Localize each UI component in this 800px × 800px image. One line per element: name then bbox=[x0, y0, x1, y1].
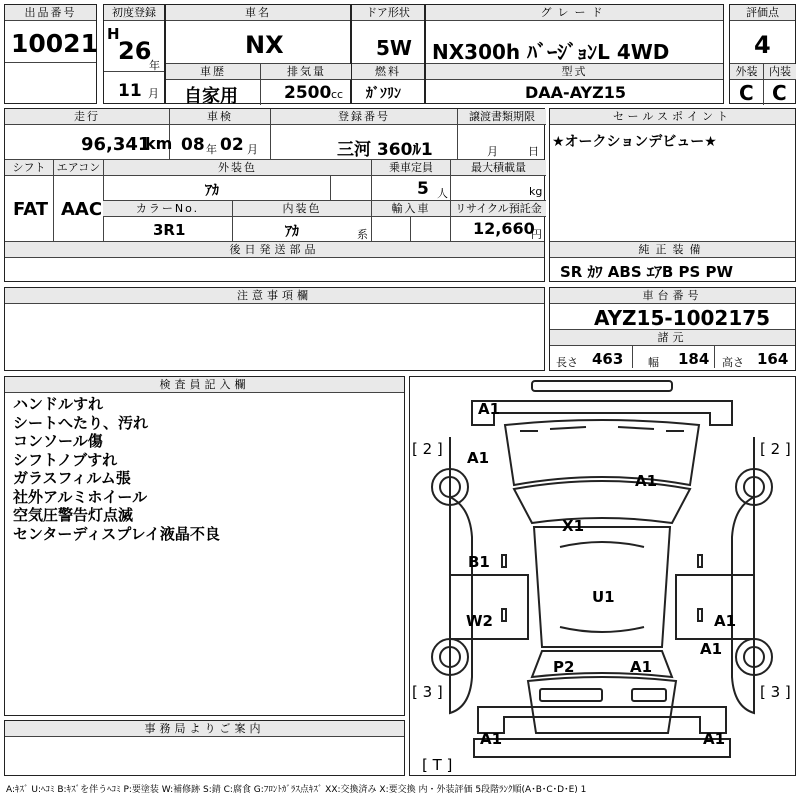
int-color: ｱｶ bbox=[285, 224, 299, 240]
door-box bbox=[351, 4, 425, 104]
mark-rear-right: A1 bbox=[630, 658, 653, 676]
inspection-year: 08 bbox=[181, 135, 205, 155]
note-line: シートへたり、汚れ bbox=[13, 413, 149, 432]
note-line: センターディスプレイ液晶不良 bbox=[13, 524, 220, 543]
first-reg-label: 初度登録 bbox=[104, 5, 164, 21]
door-type: 5W bbox=[376, 36, 412, 60]
recycle-label: リサイクル預託金 bbox=[450, 201, 546, 217]
aircon: AAC bbox=[61, 199, 103, 220]
sales-point-text: ★オークションデビュー★ bbox=[552, 134, 717, 150]
exterior-label: 外装 bbox=[730, 64, 763, 80]
mark-right-rear-door: A1 bbox=[714, 612, 737, 630]
note-line: 社外アルミホイール bbox=[13, 487, 148, 506]
grade-box bbox=[425, 4, 724, 104]
mark-left-fender: A1 bbox=[467, 449, 490, 467]
recycle-unit: 円 bbox=[531, 228, 542, 241]
inspection-label: 車検 bbox=[169, 109, 270, 125]
height-label: 高さ bbox=[722, 356, 744, 369]
reg-month: 11 bbox=[118, 81, 142, 101]
capacity: 5 bbox=[417, 179, 429, 199]
reg-year: 26 bbox=[118, 37, 152, 65]
inspection-month: 02 bbox=[220, 135, 244, 155]
grade-label: グレード bbox=[426, 5, 723, 21]
note-line: 空気圧警告灯点滅 bbox=[13, 506, 134, 524]
car-outline-diagram bbox=[410, 377, 794, 774]
shift: FAT bbox=[13, 199, 49, 220]
transfer-label: 譲渡書類期限 bbox=[457, 109, 546, 125]
inspection-month-unit: 月 bbox=[247, 143, 258, 156]
height: 164 bbox=[757, 350, 789, 368]
mark-hood: A1 bbox=[635, 472, 658, 490]
import-label: 輸入車 bbox=[371, 201, 450, 217]
equipment-label: 純正装備 bbox=[550, 242, 795, 258]
int-color-unit: 系 bbox=[357, 228, 368, 241]
mark-right-quarter: A1 bbox=[700, 640, 723, 658]
year-unit: 年 bbox=[149, 59, 160, 72]
detail-block bbox=[4, 108, 545, 282]
max-load-label: 最大積載量 bbox=[450, 160, 546, 176]
length-label: 長さ bbox=[556, 356, 578, 369]
score-box bbox=[729, 4, 796, 104]
mark-rear-gate: P2 bbox=[553, 658, 575, 676]
exterior-score: C bbox=[739, 81, 754, 105]
recycle-fee: 12,660 bbox=[473, 219, 535, 238]
tire-front-left: [ 2 ] bbox=[412, 440, 443, 458]
tire-rear-right: [ 3 ] bbox=[760, 683, 791, 701]
tire-spare: [ T ] bbox=[422, 756, 453, 774]
max-load-unit: kg bbox=[529, 185, 543, 198]
inspection-year-unit: 年 bbox=[206, 143, 217, 156]
era-letter: H bbox=[107, 25, 120, 43]
mileage: 96,341 bbox=[81, 134, 151, 155]
grade: NX300h ﾊﾞｰｼﾞｮﾝL 4WD bbox=[432, 40, 670, 64]
score: 4 bbox=[754, 31, 771, 59]
aircon-label: エアコン bbox=[53, 160, 103, 176]
int-color-label: 内装色 bbox=[232, 201, 371, 217]
width: 184 bbox=[678, 350, 710, 368]
mileage-label: 走行 bbox=[5, 109, 169, 125]
sales-point-box bbox=[549, 108, 796, 282]
mark-floor: U1 bbox=[592, 588, 615, 606]
first-registration-box bbox=[103, 4, 165, 104]
spec-label: 諸元 bbox=[550, 330, 795, 346]
color-no: 3R1 bbox=[153, 221, 186, 239]
notes-box bbox=[4, 287, 545, 371]
office-box bbox=[4, 720, 405, 776]
car-name-label: 車名 bbox=[166, 5, 350, 21]
car-history-label: 車歴 bbox=[166, 64, 260, 80]
capacity-label: 乗車定員 bbox=[371, 160, 450, 176]
fuel-label: 燃料 bbox=[352, 64, 424, 80]
note-line: シフトノブすれ bbox=[13, 450, 118, 469]
tire-front-right: [ 2 ] bbox=[760, 440, 791, 458]
damage-diagram bbox=[409, 376, 796, 776]
legend: A:ｷｽﾞ U:ﾍｺﾐ B:ｷｽﾞを伴うﾍｺﾐ P:要塗装 W:補修跡 S:錆 C:腐食 G:ﾌﾛﾝﾄｶﾞﾗｽ点ｷｽﾞ XX:交換済み X:要交換 内・外装評価 5段階ﾗﾝｸ順(A･B･C･D･E) 1 bbox=[6, 785, 587, 795]
displacement-unit: cc bbox=[331, 88, 344, 101]
mark-front-bumper: A1 bbox=[478, 400, 501, 418]
note-line: コンソール傷 bbox=[13, 432, 103, 450]
transfer-month-unit: 月 bbox=[487, 145, 498, 158]
reg-no-label: 登録番号 bbox=[270, 109, 457, 125]
length: 463 bbox=[592, 350, 624, 368]
sales-point-label: セールスポイント bbox=[550, 109, 795, 125]
interior-score: C bbox=[772, 81, 787, 105]
month-unit: 月 bbox=[148, 87, 159, 100]
capacity-unit: 人 bbox=[437, 187, 448, 200]
car-name-box bbox=[165, 4, 351, 107]
width-label: 幅 bbox=[648, 356, 659, 369]
mark-left-front-door: B1 bbox=[468, 553, 490, 571]
equipment-text: SR ｶﾜ ABS ｴｱB PS PW bbox=[560, 263, 734, 281]
color-no-label: カラーNo. bbox=[103, 201, 232, 217]
interior-label: 内装 bbox=[763, 64, 796, 80]
car-name: NX bbox=[245, 31, 284, 59]
office-label: 事務局よりご案内 bbox=[5, 721, 404, 737]
fuel: ｶﾞｿﾘﾝ bbox=[366, 86, 401, 102]
score-label: 評価点 bbox=[730, 5, 795, 21]
inspector-box bbox=[4, 376, 405, 716]
note-line: ガラスフィルム張 bbox=[13, 469, 131, 487]
mileage-unit: km bbox=[145, 134, 173, 153]
ext-color-label: 外装色 bbox=[103, 160, 371, 176]
mark-left-rear-door: W2 bbox=[466, 612, 493, 630]
displacement-label: 排気量 bbox=[260, 64, 352, 80]
note-line: ハンドルすれ bbox=[13, 395, 104, 413]
inspector-notes bbox=[13, 395, 220, 543]
tire-rear-left: [ 3 ] bbox=[412, 683, 443, 701]
later-parts-label: 後日発送部品 bbox=[5, 242, 544, 258]
mark-roof: X1 bbox=[562, 517, 585, 535]
inspector-label: 検査員記入欄 bbox=[5, 377, 404, 393]
displacement: 2500 bbox=[284, 83, 332, 103]
car-history: 自家用 bbox=[184, 86, 238, 107]
ext-color: ｱｶ bbox=[205, 183, 219, 199]
chassis-box bbox=[549, 287, 796, 371]
mark-rear-bumper-left: A1 bbox=[480, 730, 503, 748]
chassis-number: AYZ15-1002175 bbox=[594, 306, 771, 330]
mark-rear-bumper-right: A1 bbox=[703, 730, 726, 748]
transfer-day-unit: 日 bbox=[528, 145, 539, 158]
lot-number: 10021 bbox=[11, 29, 98, 58]
lot-box bbox=[4, 4, 97, 104]
door-label: ドア形状 bbox=[352, 5, 424, 21]
model-label: 型式 bbox=[426, 64, 723, 80]
model-code: DAA-AYZ15 bbox=[525, 83, 626, 102]
shift-label: シフト bbox=[5, 160, 53, 176]
lot-label: 出品番号 bbox=[5, 5, 96, 21]
notes-label: 注意事項欄 bbox=[5, 288, 544, 304]
chassis-label: 車台番号 bbox=[550, 288, 795, 304]
registration-number: 三河 360ﾙ1 bbox=[337, 140, 433, 160]
